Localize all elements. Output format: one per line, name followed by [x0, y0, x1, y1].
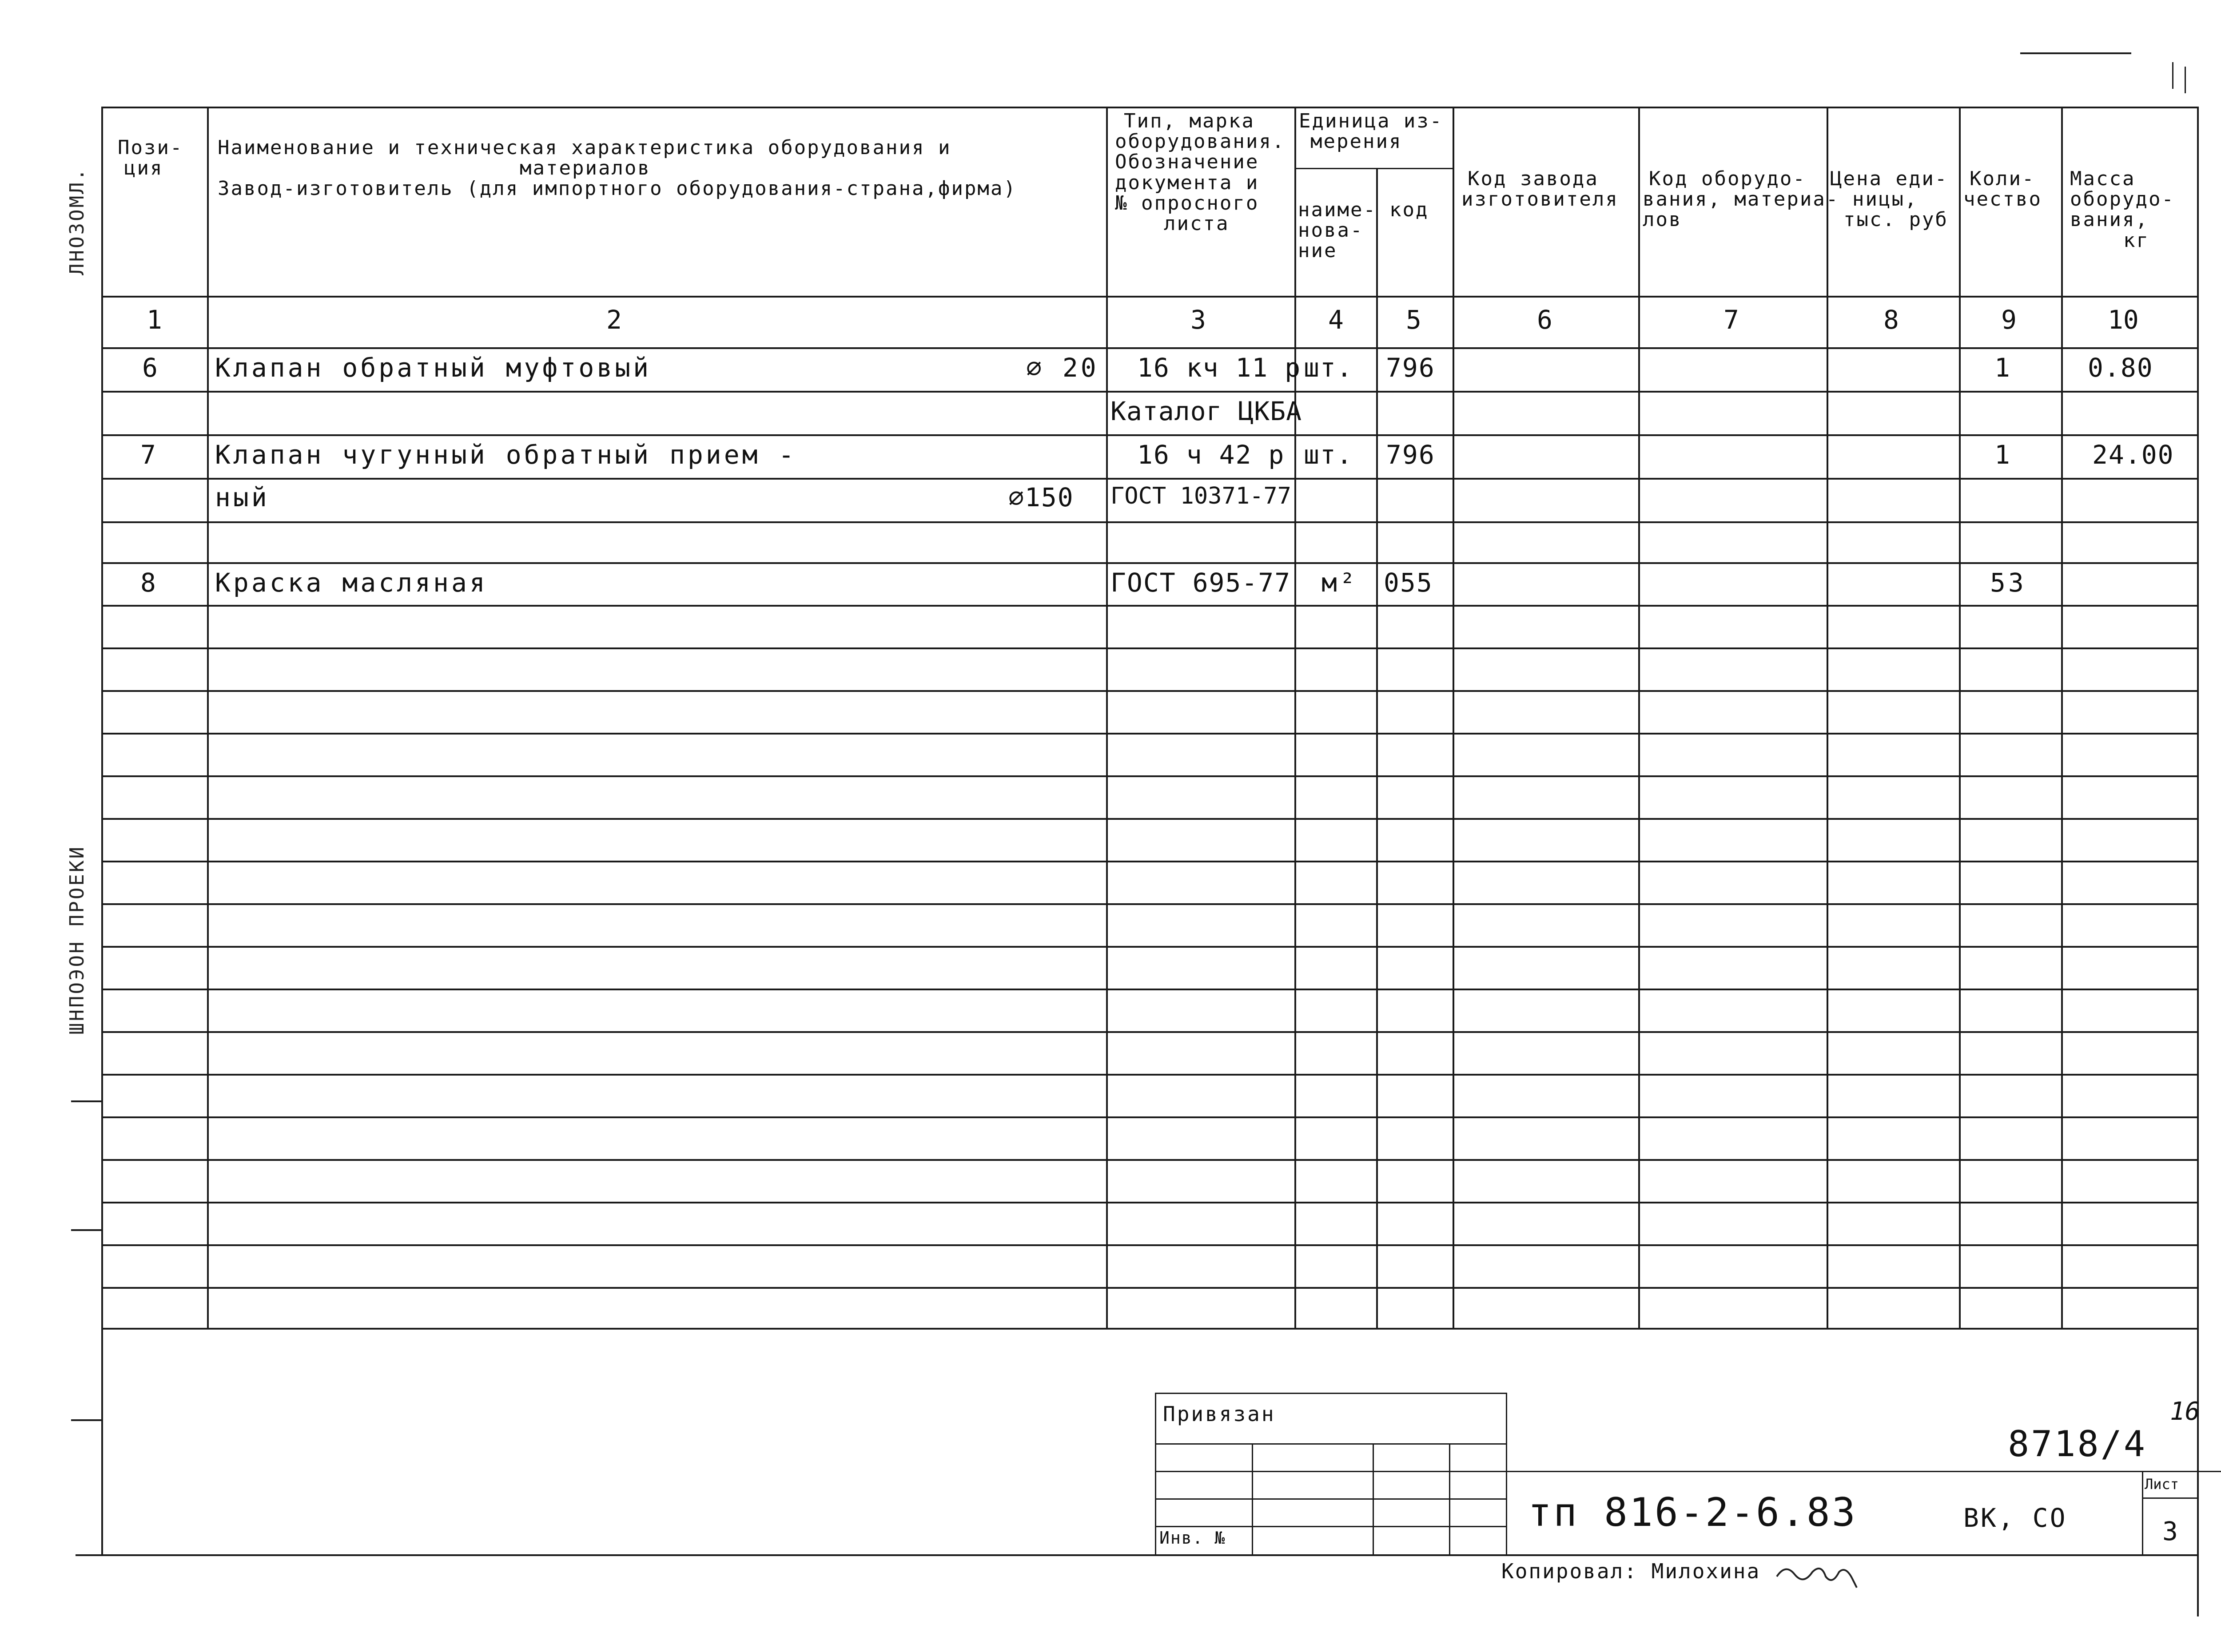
- row-line: [101, 690, 2198, 692]
- table-left-border: [101, 107, 103, 1554]
- stamp-left: [1155, 1393, 1156, 1554]
- row-unit-code: 796: [1386, 440, 1435, 470]
- row-unit: шт.: [1304, 353, 1353, 383]
- row-name: ный: [215, 482, 270, 512]
- row-dimension: ⌀ 20: [1026, 353, 1099, 383]
- header-bottom-line: [101, 296, 2198, 298]
- row-unit-code: 796: [1386, 353, 1435, 383]
- header-unit-code: код: [1389, 199, 1429, 221]
- col-divider-5: [1453, 107, 1454, 1328]
- col-number-5: 5: [1406, 305, 1421, 335]
- margin-tick: [71, 1100, 103, 1102]
- row-name: Клапан чугунный обратный прием -: [215, 440, 797, 470]
- row-position: 8: [140, 568, 159, 598]
- row-line: [101, 903, 2198, 905]
- row-line: [101, 1159, 2198, 1161]
- row-quantity: 53: [1990, 568, 2026, 598]
- header-equipment-code: Код оборудо- вания, материа- лов: [1643, 167, 1839, 231]
- row-line: [101, 562, 2198, 564]
- top-right-mark: [2172, 62, 2173, 89]
- row-line: [101, 861, 2198, 862]
- row-type: 16 кч 11 р: [1137, 353, 1302, 383]
- stamp-line: [1155, 1526, 1506, 1527]
- stamp-line: [1155, 1471, 2221, 1472]
- top-right-tick: [2020, 52, 2131, 54]
- number-row-bottom-line: [101, 347, 2198, 349]
- col-number-9: 9: [2001, 305, 2017, 335]
- row-quantity: 1: [1994, 353, 2013, 383]
- drawing-section: ВК, СО: [1963, 1503, 2067, 1533]
- row-type: ГОСТ 10371-77: [1110, 483, 1291, 509]
- unit-subheader-line: [1294, 168, 1453, 169]
- project-code: тп 816-2-6.83: [1528, 1489, 1857, 1535]
- row-position: 7: [140, 440, 159, 470]
- row-type: ГОСТ 695-77: [1110, 568, 1291, 598]
- row-line: [101, 1116, 2198, 1118]
- col-number-1: 1: [147, 305, 162, 335]
- row-unit: шт.: [1304, 440, 1353, 470]
- col-divider-8: [1959, 107, 1961, 1328]
- col-number-3: 3: [1190, 305, 1206, 335]
- col-divider-6: [1638, 107, 1640, 1328]
- side-label-middle: ШНПОЭОН ПРОЕКИ: [66, 845, 88, 1035]
- col-number-10: 10: [2108, 305, 2139, 335]
- col-divider-7: [1827, 107, 1828, 1328]
- header-position: Пози- ция: [118, 136, 183, 180]
- row-line: [101, 434, 2198, 436]
- header-unit-name: наиме- нова- ние: [1298, 199, 1377, 262]
- margin-tick: [71, 1229, 103, 1231]
- stamp-divider: [1252, 1443, 1253, 1554]
- row-line: [101, 521, 2198, 523]
- row-type: 16 ч 42 р: [1137, 440, 1285, 470]
- col-divider-9: [2061, 107, 2063, 1328]
- row-name: Клапан обратный муфтовый: [215, 353, 652, 383]
- table-body-bottom-line: [101, 1328, 2198, 1330]
- row-dimension: ⌀150: [1008, 482, 1074, 512]
- row-line: [101, 733, 2198, 735]
- col-divider-1: [207, 107, 209, 1328]
- row-name: Краска масляная: [215, 568, 488, 598]
- col-number-8: 8: [1883, 305, 1899, 335]
- row-unit: м²: [1321, 568, 1358, 598]
- col-divider-3: [1294, 107, 1296, 1328]
- stamp-divider: [1449, 1443, 1450, 1554]
- sheet-box-line: [2142, 1497, 2197, 1499]
- sheet-box-left: [2142, 1471, 2143, 1554]
- inventory-label: Инв. №: [1159, 1528, 1226, 1548]
- row-line: [101, 478, 2198, 480]
- row-line: [101, 818, 2198, 820]
- header-plant-code: Код завода изготовителя: [1461, 167, 1619, 211]
- stamp-right: [1506, 1393, 1507, 1554]
- document-number: 8718/4: [2008, 1423, 2147, 1465]
- row-line: [101, 989, 2198, 990]
- row-line: [101, 1244, 2198, 1246]
- header-name: Наименование и техническая характеристика оборудования и материалов Завод-изготовитель (для импортного оборудования-страна,фирма): [218, 136, 1017, 200]
- sheet-label: Лист: [2145, 1476, 2179, 1493]
- header-unit-price: Цена еди- ницы, тыс. руб: [1830, 167, 1948, 231]
- col-divider-4: [1376, 168, 1378, 1328]
- document-number-superscript: 16: [2170, 1397, 2200, 1426]
- row-line: [101, 946, 2198, 948]
- row-position: 6: [142, 353, 160, 383]
- row-line: [101, 1031, 2198, 1033]
- header-mass: Масса оборудо- вания, кг: [2070, 167, 2175, 252]
- bottom-border: [76, 1554, 2198, 1556]
- col-number-6: 6: [1537, 305, 1552, 335]
- header-unit: Единица из- мерения: [1299, 110, 1443, 153]
- side-label-top: ЛНОЗОМЛ.: [66, 167, 88, 275]
- col-number-4: 4: [1328, 305, 1344, 335]
- stamp-divider: [1373, 1443, 1374, 1554]
- sheet-number: 3: [2162, 1516, 2178, 1546]
- top-right-mark: [2185, 67, 2186, 93]
- table-top-border: [101, 107, 2198, 108]
- row-line: [101, 391, 2198, 393]
- header-type: Тип, марка оборудования. Обозначение документа и № опросного листа: [1115, 110, 1286, 235]
- col-divider-2: [1106, 107, 1108, 1328]
- row-line: [101, 1287, 2198, 1289]
- header-quantity: Коли- чество: [1963, 167, 2042, 211]
- row-line: [101, 647, 2198, 649]
- col-number-2: 2: [606, 305, 622, 335]
- stamp-line: [1155, 1498, 1506, 1500]
- row-line: [101, 1202, 2198, 1203]
- row-mass: 24.00: [2092, 440, 2174, 470]
- row-line: [101, 775, 2198, 777]
- row-line: [101, 1074, 2198, 1076]
- stamp-line: [1155, 1443, 1506, 1445]
- row-unit-code: 055: [1384, 568, 1433, 598]
- row-line: [101, 605, 2198, 607]
- margin-tick: [71, 1419, 103, 1421]
- signature-icon: [1772, 1554, 1861, 1594]
- row-mass: 0.80: [2088, 353, 2153, 383]
- row-quantity: 1: [1994, 440, 2013, 470]
- stamp-top: [1155, 1393, 1506, 1394]
- row-type: Каталог ЦКБА: [1110, 396, 1302, 426]
- copied-by: Копировал: Милохина: [1501, 1559, 1761, 1583]
- col-number-7: 7: [1723, 305, 1739, 335]
- bound-label: Привязан: [1163, 1402, 1276, 1426]
